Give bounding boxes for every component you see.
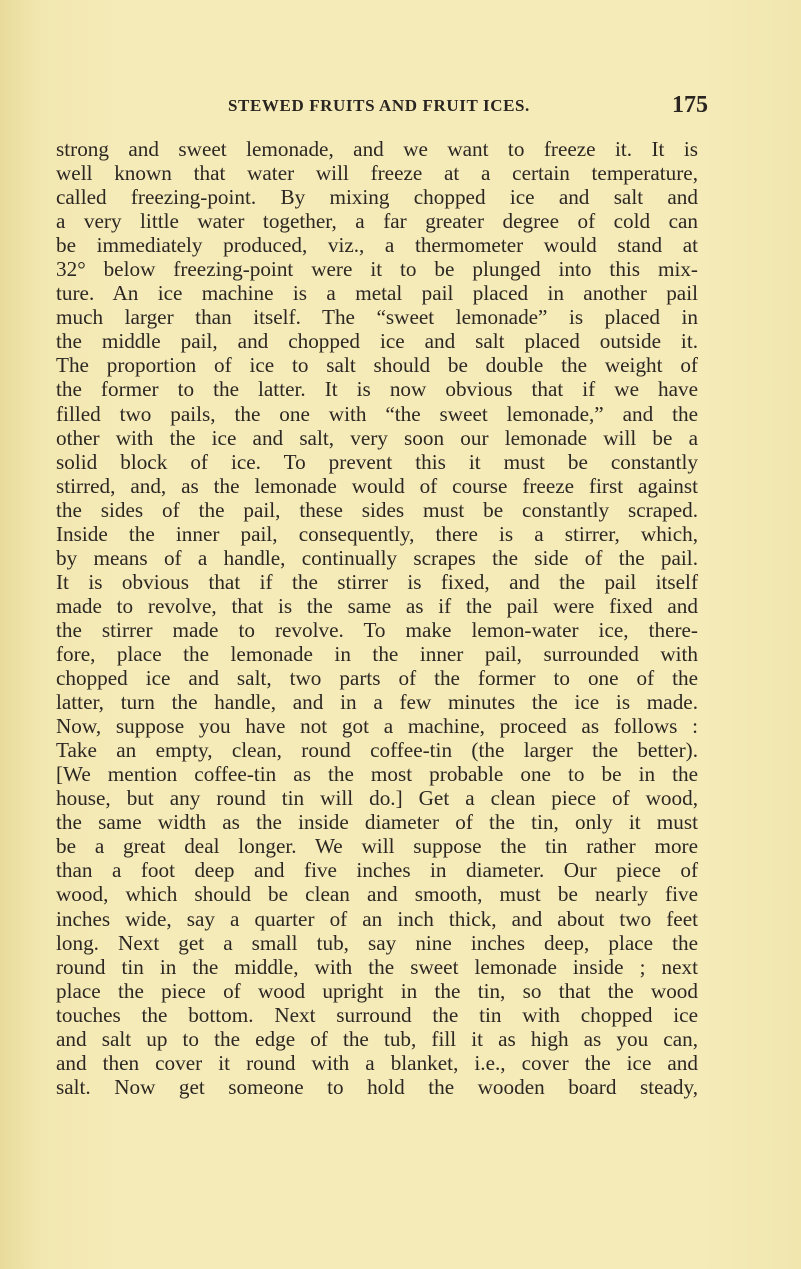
text-line: fore, place the lemonade in the inner pail, surrounded with [56,641,698,666]
text-line: place the piece of wood upright in the tin, so that the wood [56,978,698,1003]
text-line: filled two pails, the one with “the sweet lemonade,” and the [56,401,698,426]
text-line: a very little water together, a far greater degree of cold can [56,209,698,234]
text-line: Inside the inner pail, consequently, there is a stirrer, which, [56,521,698,546]
text-line: the sides of the pail, these sides must be constantly scraped. [56,497,698,522]
text-line: be immediately produced, viz., a thermometer would stand at [56,233,698,258]
text-line: the middle pail, and chopped ice and salt placed outside it. [56,329,698,354]
text-line: touches the bottom. Next surround the tin with chopped ice [56,1002,698,1027]
text-line: much larger than itself. The “sweet lemonade” is placed in [56,305,698,330]
text-line: stirred, and, as the lemonade would of course freeze first against [56,473,698,498]
text-line: house, but any round tin will do.] Get a clean piece of wood, [56,786,698,811]
text-line: long. Next get a small tub, say nine inches deep, place the [56,930,698,955]
text-line: [We mention coffee-tin as the most probable one to be in the [56,762,698,787]
text-line: the stirrer made to revolve. To make lemon-water ice, there- [56,617,698,642]
page-header [0,92,801,122]
text-line: the former to the latter. It is now obvious that if we have [56,377,698,402]
text-line: and salt up to the edge of the tub, fill it as high as you can, [56,1026,698,1051]
text-line: Take an empty, clean, round coffee-tin (the larger the better). [56,738,698,763]
text-line: solid block of ice. To prevent this it must be constantly [56,449,698,474]
body-text [56,137,698,1099]
text-line: chopped ice and salt, two parts of the former to one of the [56,666,698,691]
text-line: ture. An ice machine is a metal pail placed in another pail [56,281,698,306]
page-number: 175 [672,92,708,118]
text-line: called freezing-point. By mixing chopped ice and salt and [56,185,698,210]
text-line: salt. Now get someone to hold the wooden board steady, [56,1074,698,1099]
text-line: by means of a handle, continually scrapes the side of the pail. [56,545,698,570]
text-line: inches wide, say a quarter of an inch thick, and about two feet [56,906,698,931]
text-line: latter, turn the handle, and in a few minutes the ice is made. [56,690,698,715]
text-line: Now, suppose you have not got a machine, proceed as follows : [56,714,698,739]
text-line: wood, which should be clean and smooth, must be nearly five [56,882,698,907]
text-line: The proportion of ice to salt should be double the weight of [56,353,698,378]
text-line: strong and sweet lemonade, and we want to freeze it. It is [56,137,698,161]
text-line: be a great deal longer. We will suppose the tin rather more [56,834,698,859]
text-line: than a foot deep and five inches in diameter. Our piece of [56,858,698,883]
text-line: well known that water will freeze at a certain temperature, [56,161,698,186]
text-line: the same width as the inside diameter of the tin, only it must [56,810,698,835]
text-line: round tin in the middle, with the sweet lemonade inside ; next [56,954,698,979]
text-line: It is obvious that if the stirrer is fixed, and the pail itself [56,569,698,594]
text-line: 32° below freezing-point were it to be plunged into this mix- [56,257,698,282]
text-line: and then cover it round with a blanket, i.e., cover the ice and [56,1050,698,1075]
running-head: STEWED FRUITS AND FRUIT ICES. [228,96,530,115]
text-line: other with the ice and salt, very soon our lemonade will be a [56,425,698,450]
text-line: made to revolve, that is the same as if the pail were fixed and [56,593,698,618]
